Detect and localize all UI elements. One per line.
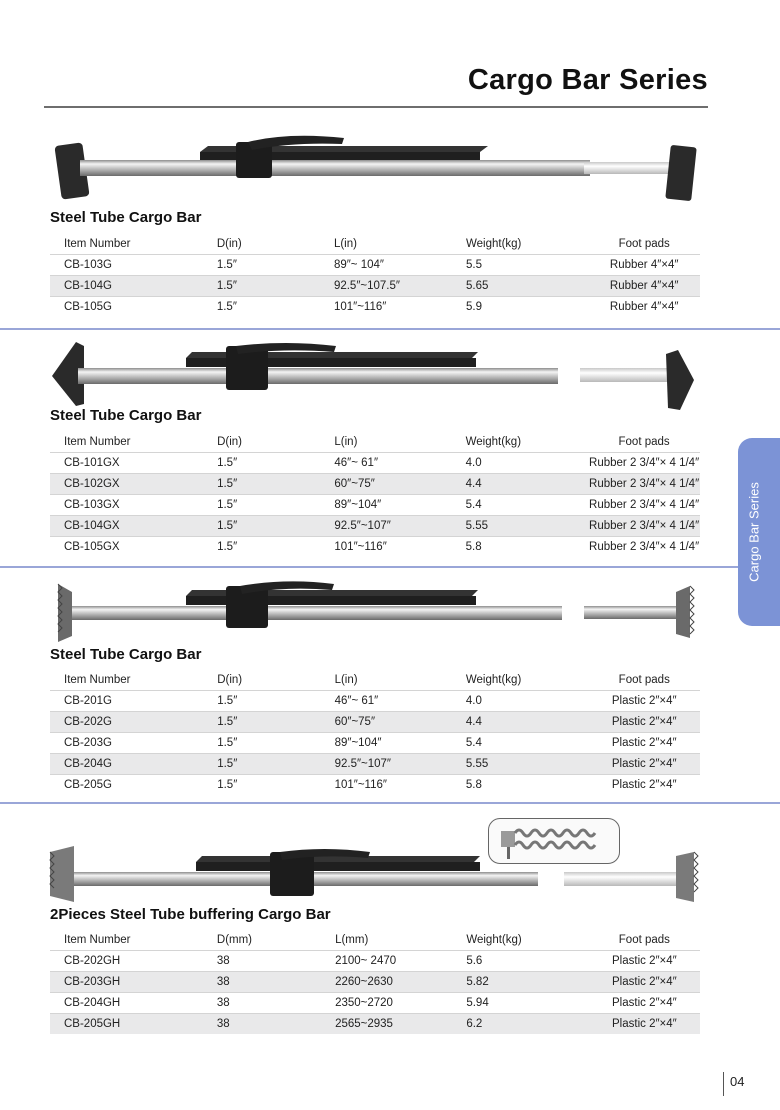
section-title: Steel Tube Cargo Bar: [50, 646, 202, 663]
item-number: CB-203GH: [50, 972, 203, 993]
diameter: 1.5″: [203, 453, 320, 474]
spec-table: [50, 234, 700, 317]
table-row: [50, 495, 700, 516]
table-row: [50, 951, 700, 972]
header-item-number: Item Number: [50, 234, 203, 255]
table-row: [50, 453, 700, 474]
diameter: 38: [203, 951, 321, 972]
length: 101″~116″: [320, 537, 451, 558]
side-tab-label: Cargo Bar Series: [746, 482, 762, 582]
length: 60″~75″: [321, 712, 452, 733]
page-number-rule: [723, 1072, 724, 1096]
length: 46″~ 61″: [320, 453, 451, 474]
foot-pads: Rubber 2 3/4″× 4 1/4″: [588, 516, 700, 537]
diameter: 1.5″: [203, 495, 320, 516]
diameter: 38: [203, 972, 321, 993]
table-row: [50, 754, 700, 775]
length: 60″~75″: [320, 474, 451, 495]
length: 89″~ 104″: [320, 255, 452, 276]
diameter: 38: [203, 993, 321, 1014]
foot-pads: Plastic 2″×4″: [589, 754, 701, 775]
weight: 5.82: [452, 972, 588, 993]
weight: 5.55: [452, 516, 589, 537]
section-title: Steel Tube Cargo Bar: [50, 209, 202, 226]
length: 2350~2720: [321, 993, 452, 1014]
table-row: [50, 733, 700, 754]
table-row: [50, 297, 700, 318]
foot-pads: Plastic 2″×4″: [589, 1014, 700, 1035]
cargo-bar-image: [40, 834, 720, 908]
diameter: 1.5″: [203, 297, 320, 318]
foot-pads: Rubber 2 3/4″× 4 1/4″: [588, 495, 700, 516]
header-weight: Weight(kg): [452, 234, 588, 255]
length: 92.5″~107.5″: [320, 276, 452, 297]
weight: 5.55: [452, 754, 589, 775]
table-row: [50, 972, 700, 993]
header-item-number: Item Number: [50, 670, 203, 691]
weight: 5.94: [452, 993, 588, 1014]
item-number: CB-103G: [50, 255, 203, 276]
header-diameter: D(in): [203, 670, 320, 691]
header-length: L(in): [320, 234, 452, 255]
weight: 5.8: [452, 537, 589, 558]
table-header-row: [50, 670, 700, 691]
weight: 5.65: [452, 276, 588, 297]
item-number: CB-101GX: [50, 453, 203, 474]
diameter: 1.5″: [203, 276, 320, 297]
header-length: L(in): [320, 432, 451, 453]
header-length: L(mm): [321, 930, 452, 951]
section-title: 2Pieces Steel Tube buffering Cargo Bar: [50, 906, 331, 923]
weight: 5.4: [452, 733, 589, 754]
section-separator: [0, 328, 780, 330]
diameter: 1.5″: [203, 474, 320, 495]
item-number: CB-103GX: [50, 495, 203, 516]
weight: 4.0: [452, 691, 589, 712]
header-weight: Weight(kg): [452, 670, 589, 691]
length: 101″~116″: [320, 297, 452, 318]
foot-pads: Plastic 2″×4″: [589, 691, 701, 712]
header-item-number: Item Number: [50, 432, 203, 453]
weight: 5.4: [452, 495, 589, 516]
table-row: [50, 993, 700, 1014]
table-row: [50, 712, 700, 733]
foot-pads: Plastic 2″×4″: [589, 733, 701, 754]
page-title: Cargo Bar Series: [467, 64, 708, 96]
table-row: [50, 474, 700, 495]
item-number: CB-105GX: [50, 537, 203, 558]
spec-table: [50, 670, 700, 795]
length: 2565~2935: [321, 1014, 452, 1035]
side-tab: [738, 438, 780, 626]
title-rule: [44, 106, 708, 108]
length: 89″~104″: [320, 495, 451, 516]
diameter: 1.5″: [203, 516, 320, 537]
table-row: [50, 255, 700, 276]
item-number: CB-204G: [50, 754, 203, 775]
cargo-bar-image: [40, 132, 720, 212]
foot-pads: Plastic 2″×4″: [589, 712, 701, 733]
section-separator: [0, 802, 780, 804]
item-number: CB-104G: [50, 276, 203, 297]
item-number: CB-201G: [50, 691, 203, 712]
header-foot-pads: Foot pads: [588, 234, 700, 255]
item-number: CB-204GH: [50, 993, 203, 1014]
table-row: [50, 537, 700, 558]
diameter: 1.5″: [203, 712, 320, 733]
header-weight: Weight(kg): [452, 930, 588, 951]
page-number: 04: [730, 1074, 745, 1089]
table-row: [50, 1014, 700, 1035]
spec-table: [50, 930, 700, 1034]
item-number: CB-102GX: [50, 474, 203, 495]
cargo-bar-image: [40, 336, 720, 412]
section-title: Steel Tube Cargo Bar: [50, 407, 202, 424]
diameter: 1.5″: [203, 537, 320, 558]
foot-pads: Plastic 2″×4″: [589, 951, 700, 972]
weight: 5.6: [452, 951, 588, 972]
cargo-bar-image: [40, 578, 720, 644]
table-row: [50, 691, 700, 712]
diameter: 38: [203, 1014, 321, 1035]
weight: 5.8: [452, 775, 589, 796]
item-number: CB-205GH: [50, 1014, 203, 1035]
header-foot-pads: Foot pads: [589, 930, 700, 951]
table-row: [50, 276, 700, 297]
header-diameter: D(in): [203, 234, 320, 255]
header-length: L(in): [321, 670, 452, 691]
header-diameter: D(mm): [203, 930, 321, 951]
length: 2260~2630: [321, 972, 452, 993]
diameter: 1.5″: [203, 733, 320, 754]
diameter: 1.5″: [203, 775, 320, 796]
diameter: 1.5″: [203, 691, 320, 712]
diameter: 1.5″: [203, 754, 320, 775]
header-foot-pads: Foot pads: [588, 432, 700, 453]
header-foot-pads: Foot pads: [589, 670, 701, 691]
item-number: CB-205G: [50, 775, 203, 796]
length: 92.5″~107″: [320, 516, 451, 537]
table-row: [50, 516, 700, 537]
header-item-number: Item Number: [50, 930, 203, 951]
spec-table: [50, 432, 700, 557]
length: 92.5″~107″: [321, 754, 452, 775]
table-header-row: [50, 234, 700, 255]
foot-pads: Rubber 4″×4″: [588, 255, 700, 276]
weight: 4.0: [452, 453, 589, 474]
weight: 5.9: [452, 297, 588, 318]
length: 46″~ 61″: [321, 691, 452, 712]
length: 2100~ 2470: [321, 951, 452, 972]
item-number: CB-203G: [50, 733, 203, 754]
weight: 5.5: [452, 255, 588, 276]
foot-pads: Rubber 2 3/4″× 4 1/4″: [588, 537, 700, 558]
foot-pads: Rubber 4″×4″: [588, 276, 700, 297]
header-diameter: D(in): [203, 432, 320, 453]
diameter: 1.5″: [203, 255, 320, 276]
table-row: [50, 775, 700, 796]
table-header-row: [50, 930, 700, 951]
table-header-row: [50, 432, 700, 453]
item-number: CB-104GX: [50, 516, 203, 537]
foot-pads: Plastic 2″×4″: [589, 993, 700, 1014]
length: 89″~104″: [321, 733, 452, 754]
header-weight: Weight(kg): [452, 432, 589, 453]
item-number: CB-202GH: [50, 951, 203, 972]
item-number: CB-202G: [50, 712, 203, 733]
item-number: CB-105G: [50, 297, 203, 318]
length: 101″~116″: [321, 775, 452, 796]
weight: 4.4: [452, 712, 589, 733]
foot-pads: Rubber 2 3/4″× 4 1/4″: [588, 474, 700, 495]
foot-pads: Rubber 4″×4″: [588, 297, 700, 318]
weight: 6.2: [452, 1014, 588, 1035]
foot-pads: Rubber 2 3/4″× 4 1/4″: [588, 453, 700, 474]
foot-pads: Plastic 2″×4″: [589, 972, 700, 993]
section-separator: [0, 566, 780, 568]
foot-pads: Plastic 2″×4″: [589, 775, 701, 796]
weight: 4.4: [452, 474, 589, 495]
